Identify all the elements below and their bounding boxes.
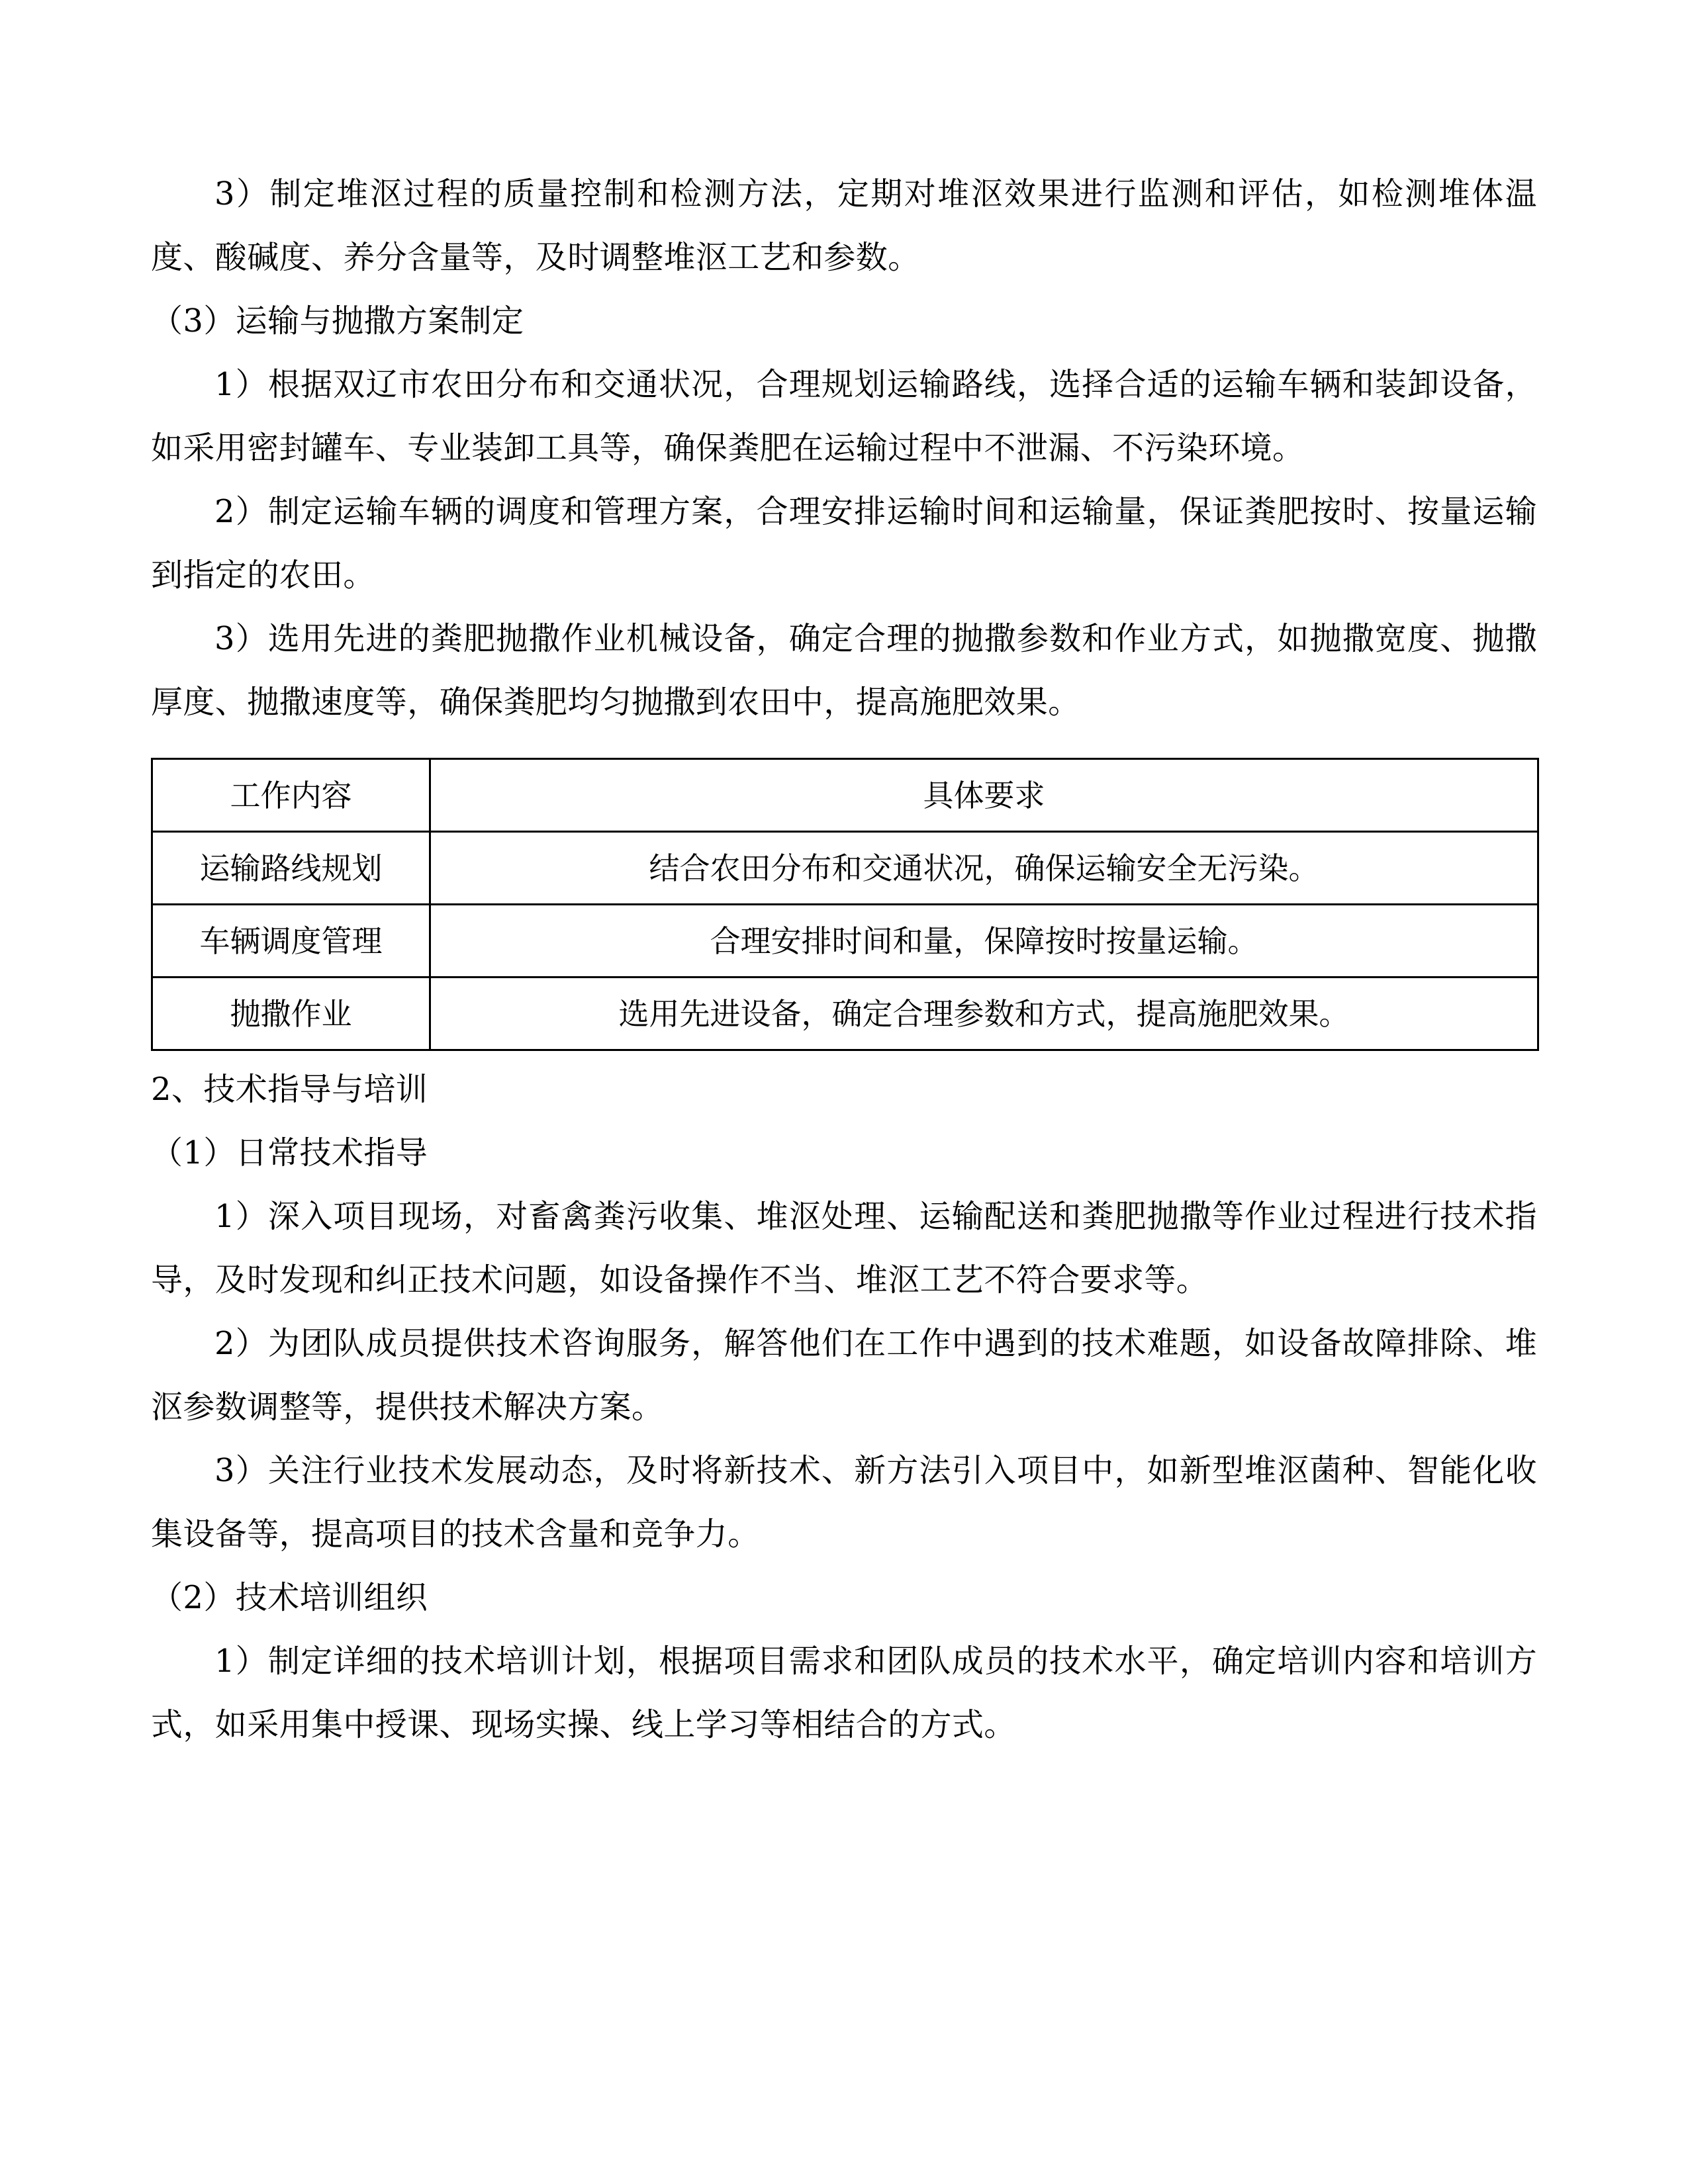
paragraph-technical-consulting: 2）为团队成员提供技术咨询服务，解答他们在工作中遇到的技术难题，如设备故障排除、堆沤参数调整等，提供技术解决方案。: [151, 1325, 1537, 1426]
paragraph-spreading-equipment: 3）选用先进的粪肥抛撒作业机械设备，确定合理的抛撒参数和作业方式，如抛撒宽度、抛撒厚度、抛撒速度等，确保粪肥均匀抛撒到农田中，提高施肥效果。: [151, 620, 1537, 721]
table-row: [152, 978, 1538, 1050]
table-cell-work-content: 运输路线规划: [152, 832, 430, 905]
table-header-work-content: 工作内容: [152, 759, 430, 832]
paragraph-vehicle-scheduling: 2）制定运输车辆的调度和管理方案，合理安排运输时间和运输量，保证粪肥按时、按量运输到指定的农田。: [151, 493, 1537, 594]
work-content-table: [151, 758, 1539, 1051]
heading-training-organization: （2）技术培训组织: [151, 1579, 428, 1616]
heading-daily-technical-guidance: （1）日常技术指导: [151, 1134, 428, 1171]
paragraph-training-plan: 1）制定详细的技术培训计划，根据项目需求和团队成员的技术水平，确定培训内容和培训方式，如采用集中授课、现场实操、线上学习等相结合的方式。: [151, 1643, 1537, 1743]
table-cell-work-content: 抛撒作业: [152, 978, 430, 1050]
table-cell-requirement: 结合农田分布和交通状况，确保运输安全无污染。: [430, 832, 1538, 905]
table-header-row: [152, 759, 1538, 832]
table-cell-requirement: 合理安排时间和量，保障按时按量运输。: [430, 905, 1538, 978]
table-cell-work-content: 车辆调度管理: [152, 905, 430, 978]
document-body: [151, 162, 1537, 1756]
heading-technical-guidance-training: 2、技术指导与培训: [151, 1071, 428, 1108]
paragraph-quality-control: 3）制定堆沤过程的质量控制和检测方法，定期对堆沤效果进行监测和评估，如检测堆体温度、酸碱度、养分含量等，及时调整堆沤工艺和参数。: [151, 175, 1537, 276]
table-header-requirements: 具体要求: [430, 759, 1538, 832]
paragraph-industry-trends: 3）关注行业技术发展动态，及时将新技术、新方法引入项目中，如新型堆沤菌种、智能化收集设备等，提高项目的技术含量和竞争力。: [151, 1452, 1537, 1553]
heading-transport-spread-plan: （3）运输与抛撒方案制定: [151, 302, 524, 340]
table-row: [152, 905, 1538, 978]
paragraph-route-planning: 1）根据双辽市农田分布和交通状况，合理规划运输路线，选择合适的运输车辆和装卸设备，如采用密封罐车、专业装卸工具等，确保粪肥在运输过程中不泄漏、不污染环境。: [151, 366, 1537, 467]
work-table-wrapper: [151, 758, 1537, 1051]
table-row: [152, 832, 1538, 905]
table-cell-requirement: 选用先进设备，确定合理参数和方式，提高施肥效果。: [430, 978, 1538, 1050]
paragraph-onsite-guidance: 1）深入项目现场，对畜禽粪污收集、堆沤处理、运输配送和粪肥抛撒等作业过程进行技术指导，及时发现和纠正技术问题，如设备操作不当、堆沤工艺不符合要求等。: [151, 1198, 1537, 1298]
